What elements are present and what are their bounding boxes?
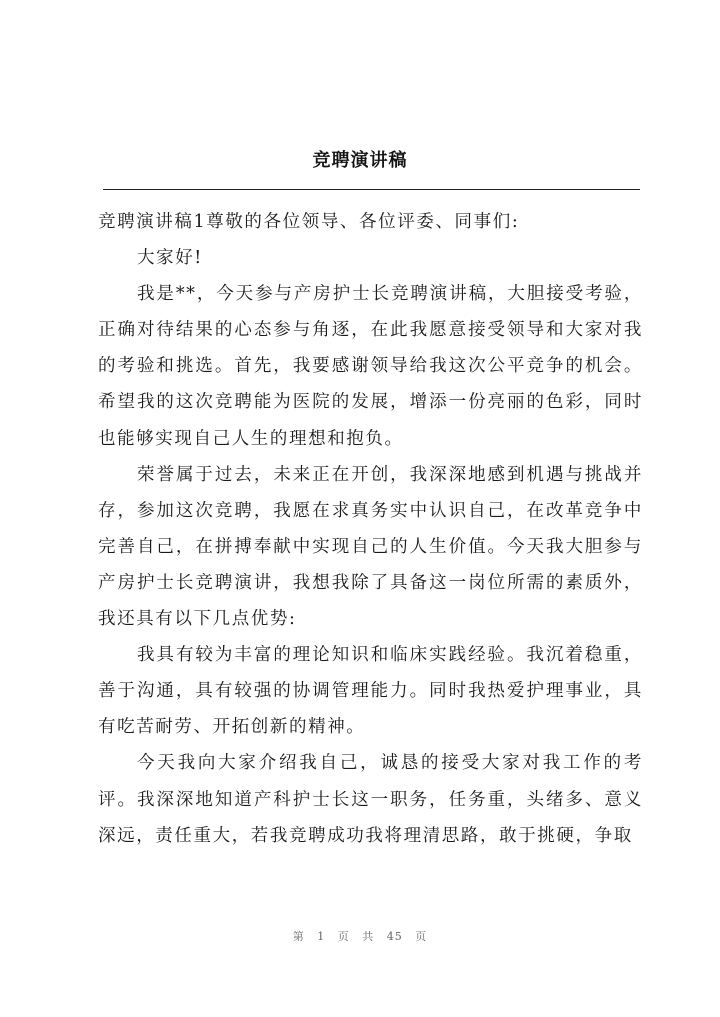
paragraph-salutation: 竞聘演讲稿1尊敬的各位领导、各位评委、同事们: [98, 212, 520, 232]
paragraph-commitment: 今天我向大家介绍我自己，诚恳的接受大家对我工作的考评。我深深地知道产科护士长这一职务，任务重，头绪多、意义深远，责任重大，若我竞聘成功我将理清思路，敢于挑硬，争取 [98, 753, 643, 846]
document-body [98, 204, 643, 854]
page-title: 竞聘演讲稿 [312, 150, 408, 171]
page-number-footer: 第 1 页 共 45 页 [292, 930, 428, 943]
paragraph-introduction: 我是**，今天参与产房护士长竞聘演讲稿，大胆接受考验，正确对待结果的心态参与角逐，在此我愿意接受领导和大家对我的考验和挑选。首先，我要感谢领导给我这次公平竞争的机会。希望我的这次竞聘能为医院的发展，增添一份亮丽的色彩，同时也能够实现自己人生的理想和抱负。 [98, 284, 643, 449]
paragraph-ambition: 荣誉属于过去，未来正在开创，我深深地感到机遇与挑战并存，参加这次竞聘，我愿在求真务实中认识自己，在改革竞争中完善自己，在拼搏奉献中实现自己的人生价值。今天我大胆参与产房护士长竞聘演讲，我想我除了具备这一岗位所需的素质外，我还具有以下几点优势: [98, 464, 643, 630]
paragraph-strengths: 我具有较为丰富的理论知识和临床实践经验。我沉着稳重，善于沟通，具有较强的协调管理能力。同时我热爱护理事业，具有吃苦耐劳、开拓创新的精神。 [98, 645, 643, 738]
title-divider [103, 189, 640, 190]
paragraph-greeting: 大家好! [137, 248, 203, 269]
